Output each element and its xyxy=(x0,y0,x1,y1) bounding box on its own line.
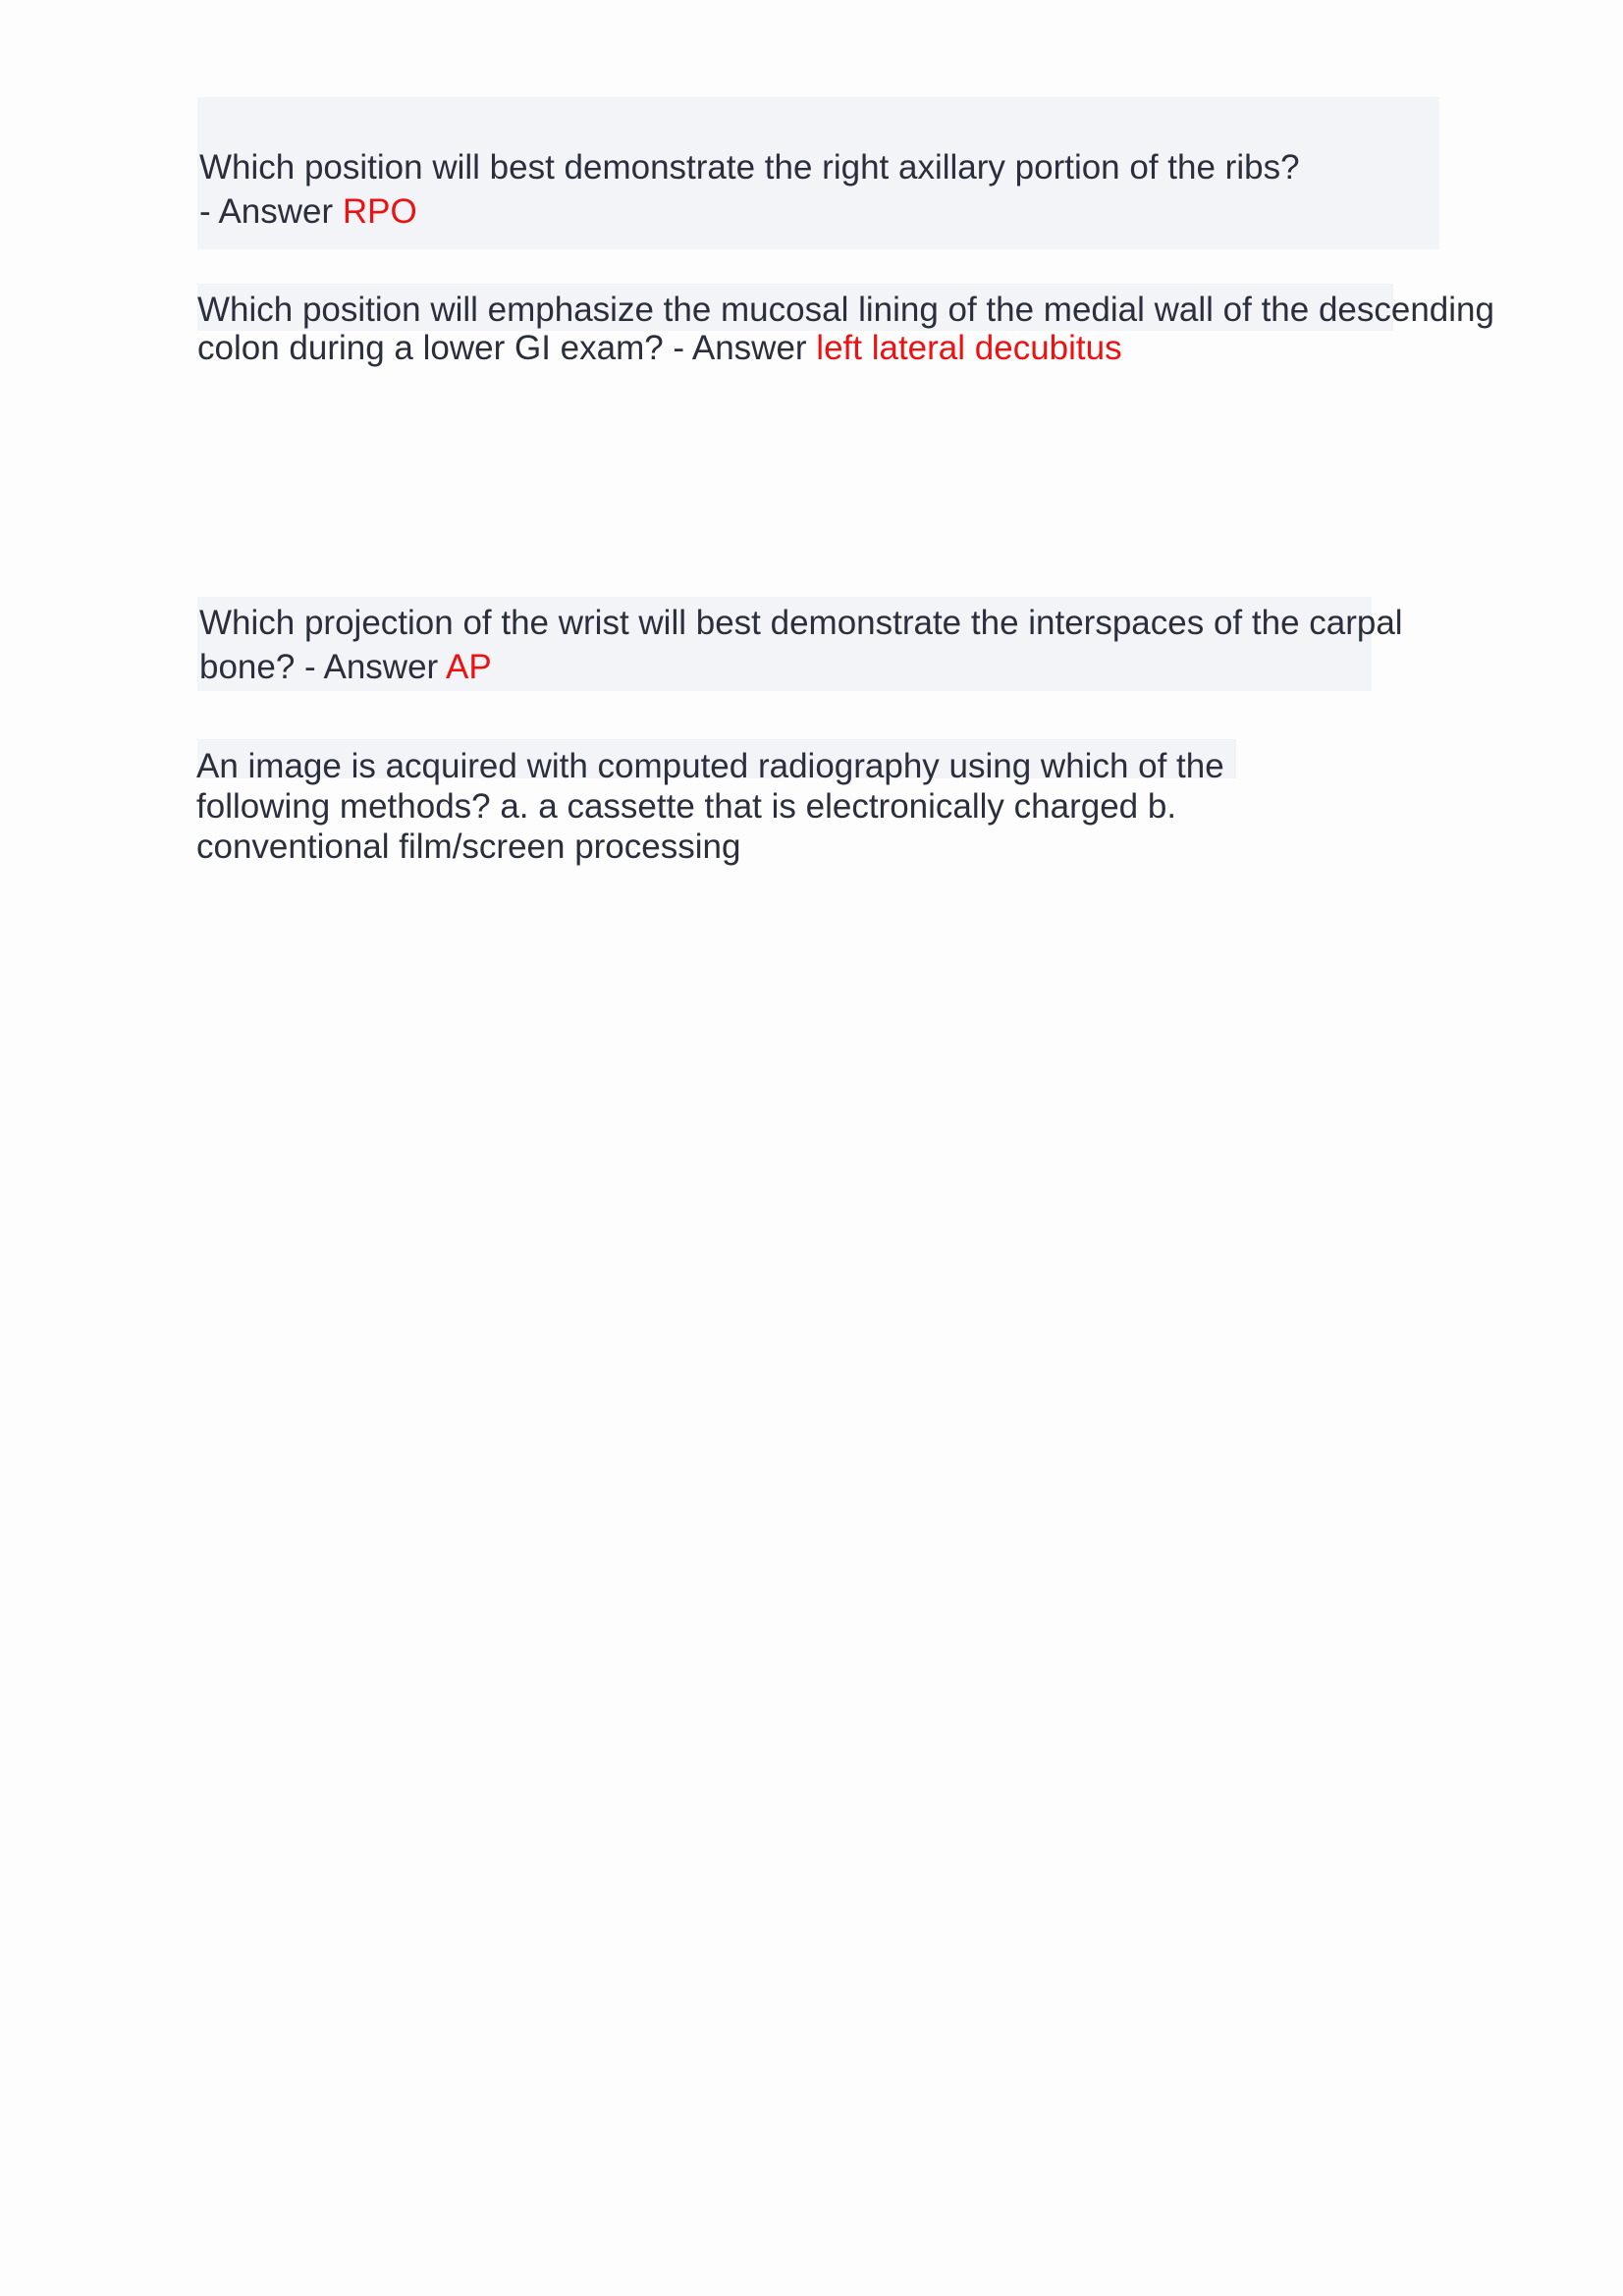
question-text-line-3: conventional film/screen processing xyxy=(196,828,741,866)
question-text-line-1: An image is acquired with computed radiography using which of the xyxy=(196,747,1224,785)
answer-text: RPO xyxy=(342,192,417,231)
answer-line xyxy=(199,645,1403,689)
answer-text: AP xyxy=(446,648,492,686)
answer-line xyxy=(197,329,1494,367)
qa-item-3 xyxy=(199,601,1403,689)
answer-prefix: colon during a lower GI exam? - Answer xyxy=(197,329,817,367)
question-text-line-2: following methods? a. a cassette that is electronically charged b. xyxy=(196,787,1177,826)
answer-prefix: - Answer xyxy=(199,192,343,231)
question-text: Which position will best demonstrate the right axillary portion of the ribs? xyxy=(199,148,1300,187)
question-text: Which position will emphasize the mucosal lining of the medial wall of the descending xyxy=(197,291,1494,329)
answer-line xyxy=(199,189,1300,234)
qa-item-1 xyxy=(199,145,1300,234)
answer-prefix: bone? - Answer xyxy=(199,648,446,686)
qa-item-2 xyxy=(197,291,1494,367)
answer-text: left lateral decubitus xyxy=(816,329,1122,367)
qa-item-4 xyxy=(196,746,1224,867)
question-text: Which projection of the wrist will best demonstrate the interspaces of the carpal xyxy=(199,604,1403,642)
